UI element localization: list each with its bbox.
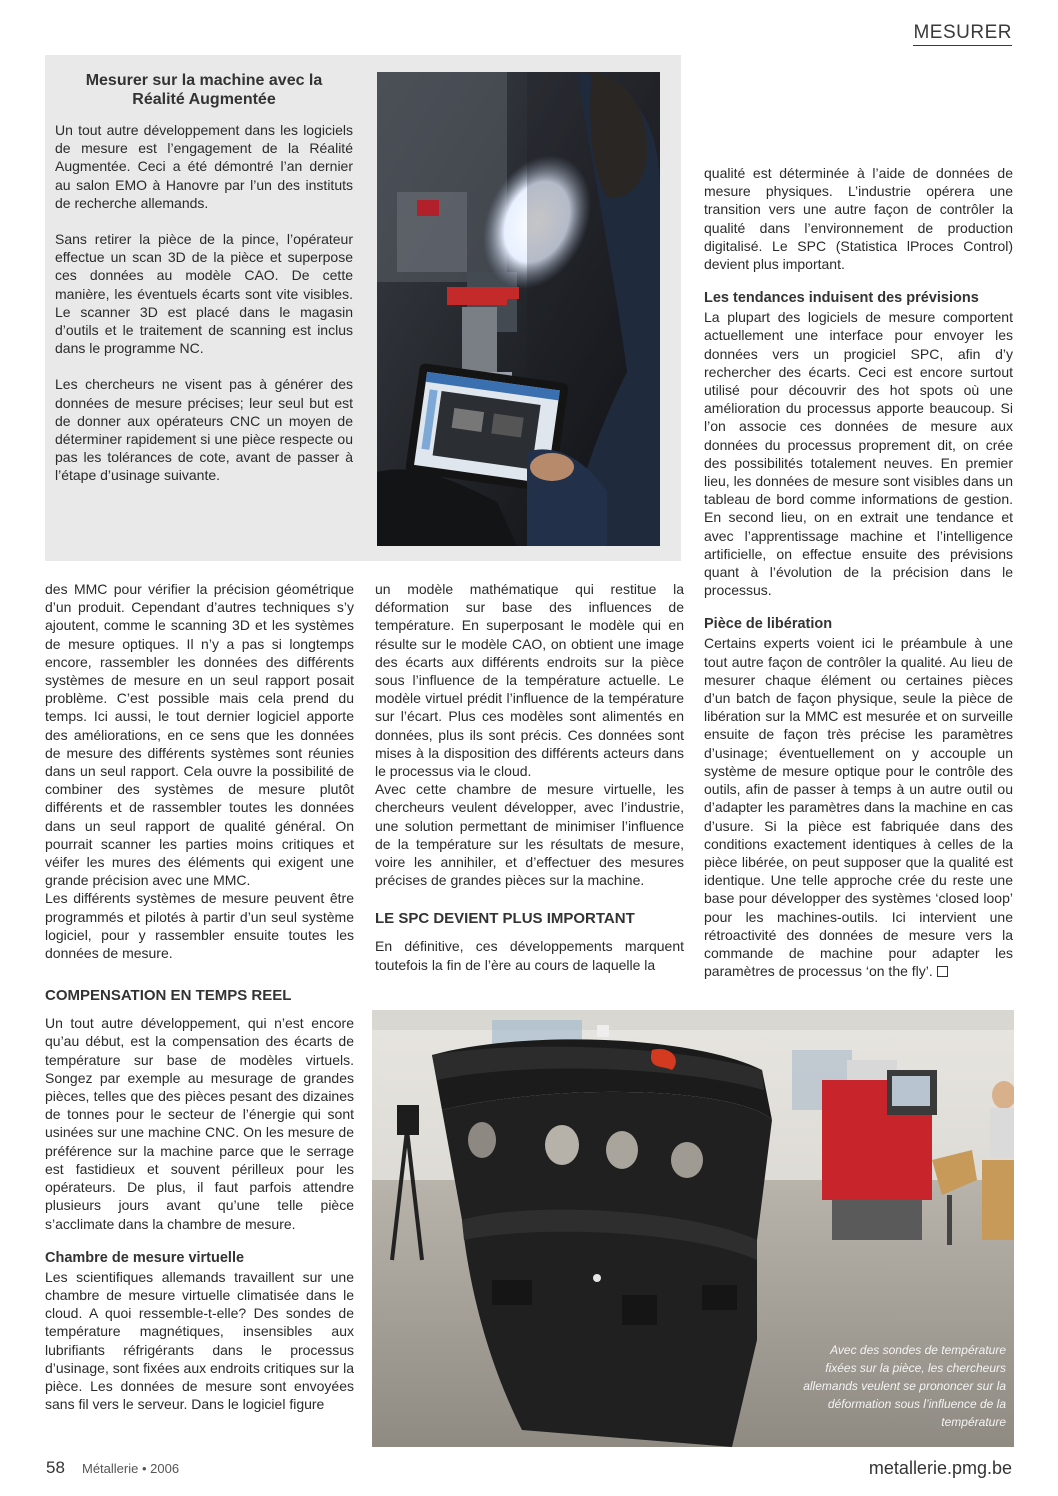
section-heading: COMPENSATION EN TEMPS REEL: [45, 987, 292, 1005]
sidebar-box: [45, 55, 681, 561]
column-1: [45, 580, 354, 1413]
section-tag: MESURER: [913, 22, 1012, 46]
body-paragraph: qualité est déterminée à l’aide de données de mesure physiques. L’industrie opérera une transition vers une autre façon de contrôler la qualité dans l’environnement de production digitalisé. Le SPC (Statistica lProces Control) devient plus important.: [704, 165, 1013, 273]
sidebar-title-line2: Réalité Augmentée: [132, 91, 276, 108]
publication-name: Métallerie • 2006: [82, 1461, 180, 1476]
section-heading: LE SPC DEVIENT PLUS IMPORTANT: [375, 910, 635, 928]
subsection-heading: Chambre de mesure virtuelle: [45, 1249, 245, 1266]
sidebar-paragraph: Sans retirer la pièce de la pince, l’opérateur effectue un scan 3D de la pièce et superpose ces données au modèle CAO. De cette manière, les éventuels écarts sont vite visibles. Le scanner 3D est placé dans le magasin d’outils et le traitement de scanning est inclus dans le programme NC.: [55, 231, 353, 357]
body-paragraph: Avec cette chambre de mesure virtuelle, les chercheurs veulent développer, avec l’industrie, une solution permettant de minimiser l’influence de la température sur les résultats de mesure, voire les annihiler, et d’effectuer des mesures précises de grandes pièces sur la machine.: [375, 781, 684, 889]
photo-caption: Avec des sondes de température fixées sur la pièce, les chercheurs allemands veulent se prononcer sur la déformation sous l’influence de la température: [803, 1343, 1006, 1429]
body-paragraph: des MMC pour vérifier la précision géométrique d’un produit. Cependant d’autres techniques s’y ajoutent, comme le scanning 3D et les systèmes de mesure optiques. Il n’y a pas si longtemps encore, rassembler les données des différents systèmes de mesure en un seul rapport posait problème. C’est possible mais cela prend du temps. Ici aussi, le tout dernier logiciel apporte des améliorations, en ce sens que les données de mesure des différents systèmes sont réunies dans un seul rapport. Cela ouvre la possibilité de combiner des systèmes de mesure plutôt différents et de rassembler toutes les données dans un seul rapport de qualité général. On pourrait scanner les parties moins critiques et véifer les mures des éléments qui exigent une grande précision avec une MMC.: [45, 581, 354, 889]
website-url: metallerie.pmg.be: [868, 1458, 1012, 1478]
sidebar-paragraph: Les chercheurs ne visent pas à générer des données de mesure précises; leur seul but est de donner aux opérateurs CNC un moyen de déterminer rapidement si une pièce respecte ou pas les tolérances de cote, avant de passer à l’étape d’usinage suivante.: [55, 376, 353, 484]
end-of-article-icon: [937, 966, 948, 977]
column-2: [375, 580, 684, 974]
subsection-heading: Les tendances induisent des prévisions: [704, 290, 979, 307]
sidebar-title-line1: Mesurer sur la machine avec la: [85, 72, 323, 89]
body-paragraph: Les différents systèmes de mesure peuvent être programmés et pilotés à partir d’un seul système logiciel, pour y rassembler ensuite toutes les données de mesure.: [45, 890, 354, 962]
augmented-reality-photo: [377, 72, 660, 546]
body-paragraph: un modèle mathématique qui restitue la déformation sur base des influences de température. En superposant le modèle qui en résulte sur le modèle CAO, on obtient une image des écarts aux différents endroits sur la pièce sous l’influence de la température actuelle. Le modèle virtuel prédit l’influence de la température sur l’écart. Plus ces modèles sont alimentés en données, plus ils sont précis. Ces données sont mises à la disposition des différents acteurs dans le processus via le cloud.: [375, 581, 684, 780]
body-paragraph: La plupart des logiciels de mesure comportent actuellement une interface pour envoyer les données vers un progiciel SPC, afin d’y rechercher des écarts. Ceci est encore surtout utilisé pour découvrir des hot spots où une amélioration du processus apporte beaucoup. Si l’on associe ces données de mesure aux données du processus proprement dit, on crée des possibilités totalement neuves. En premier lieu, les données de mesure sont visibles dans un tableau de bord comme informations de gestion. En second lieu, on en extrait une tendance et avec l’apprentissage machine et l’intelligence artificielle, on effectue ensuite des prévisions quant à l’évolution de la précision dans le processus.: [704, 309, 1013, 599]
column-3: [704, 164, 1013, 980]
closing-paragraph-text: Certains experts voient ici le préambule à une tout autre façon de contrôler la qualité. Au lieu de mesurer chaque élément ou certaines pièces d’un batch de façon physique, seule la pièce de libération sur la MMC est mesurée et on surveille ensuite de façon très précise les paramètres d’usinage; éventuellement on y accouple un système de mesure optique pour le contrôle des outils, afin de passer à temps à un autre outil ou d’adapter les paramètres dans la machine en cas d’usure. Si la pièce est fabriquée dans des conditions exactement identiques à celles de la pièce libérée, on peut supposer que la qualité est identique. Une telle approche crée du reste une base pour développer des systèmes ‘closed loop’ pour les machines-outils. Ici intervient une rétroactivité des données de mesure vers la commande de machine pour adapter les paramètres de processus ‘on the fly’.: [704, 635, 1013, 980]
body-paragraph: Un tout autre développement, qui n’est encore qu’au début, est la compensation des écarts de température sur base de modèles virtuels. Songez par exemple au mesurage de grandes pièces, telles que des pièces pesant des dizaines de tonnes pour le secteur de l’énergie qui sont usinées sur une machine CNC. On les mesure de préférence sur la machine parce que le serrage est fastidieux et souvent périlleux pour les opérateurs. De plus, il faut parfois attendre plusieurs jours avant qu’une telle pièce s’acclimate dans la chambre de mesure.: [45, 1015, 354, 1232]
body-paragraph: [704, 634, 1013, 980]
body-paragraph: Les scientifiques allemands travaillent sur une chambre de mesure virtuelle climatisée dans le cloud. A quoi ressemble-t-elle? Des sondes de température magnétiques, insensibles aux lubrifiants réfrigérants dans le processus d’usinage, sont fixées aux endroits critiques sur la pièce. Les données de mesure sont envoyées sans fil vers le serveur. Dans le logiciel figure: [45, 1268, 354, 1413]
body-paragraph: En définitive, ces développements marquent toutefois la fin de l’ère au cours de laquelle la: [375, 938, 684, 973]
subsection-heading: Pièce de libération: [704, 616, 833, 633]
sidebar-title: [55, 71, 353, 109]
sidebar-text: [55, 71, 353, 503]
sidebar-paragraph: Un tout autre développement dans les logiciels de mesure est l’engagement de la Réalité Augmentée. Ceci a été démontré l’an dernier au salon EMO à Hanovre par l’un des instituts de recherche allemands.: [55, 122, 353, 211]
page-number: 58: [46, 1458, 65, 1477]
